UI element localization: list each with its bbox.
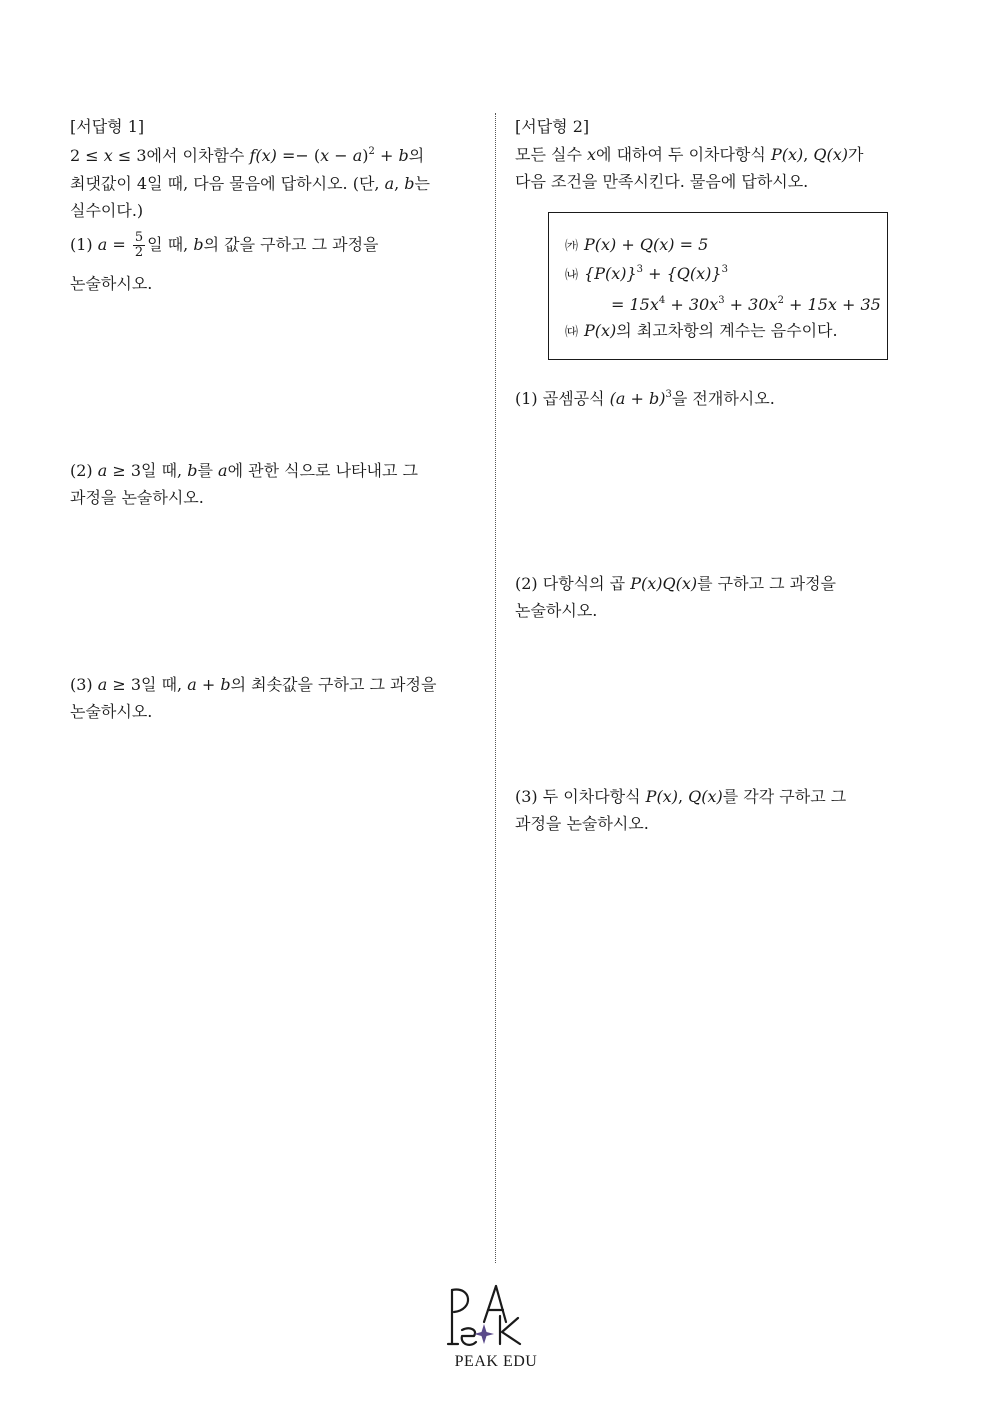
math-var-b: b	[404, 174, 415, 193]
math-var-a: a	[97, 675, 108, 694]
math-expression: + 30x	[724, 295, 778, 314]
math-var-x: x	[587, 145, 597, 164]
question-2-2	[515, 570, 836, 597]
text-span: ≥ 3일 때,	[107, 675, 188, 694]
math-var-a: a	[97, 461, 108, 480]
text-span: 최댓값이 4일 때, 다음 물음에 답하시오. (단,	[70, 174, 385, 193]
condition-na	[565, 260, 728, 289]
problem-1-intro-line-1	[70, 142, 424, 169]
problem-2-header: [서답형 2]	[515, 117, 590, 136]
text-span: 는	[414, 174, 431, 193]
text-span: ,	[803, 145, 814, 164]
math-var-b: b	[398, 146, 409, 165]
question-1-3-line-2: 논술하시오.	[70, 702, 153, 721]
text-span: 두 이차다항식	[542, 787, 646, 806]
text-span: ≥ 3일 때,	[107, 461, 188, 480]
question-1-1	[70, 231, 378, 260]
math-f-of-x: f(x)	[249, 146, 277, 165]
question-number: (1)	[70, 235, 98, 254]
math-var-a: a	[384, 174, 395, 193]
math-expression: (a + b)	[609, 389, 666, 408]
fraction-denominator: 2	[134, 245, 144, 260]
math-expression: + 15x + 35	[783, 295, 881, 314]
text-span: 에 대하여 두 이차다항식	[596, 145, 771, 164]
math-expression: + 30x	[665, 295, 719, 314]
exponent: 3	[636, 264, 644, 275]
math-expression: P(x) + Q(x) = 5	[584, 235, 709, 254]
problem-2-intro-line-1	[515, 141, 863, 168]
condition-ga	[565, 231, 708, 260]
condition-marker: ㈏	[565, 268, 579, 283]
problem-2-intro-line-2: 다음 조건을 만족시킨다. 물음에 답하시오.	[515, 172, 809, 191]
fraction-five-halves	[133, 231, 145, 260]
text-span: 곱셈공식	[542, 389, 610, 408]
question-1-2	[70, 457, 418, 484]
exponent: 3	[721, 264, 728, 275]
text-span: 의 최솟값을 구하고 그 과정을	[230, 675, 437, 694]
text-span: 의	[408, 146, 425, 165]
problem-1-header: [서답형 1]	[70, 117, 145, 136]
text-span: +	[374, 146, 399, 165]
math-q-of-x: Q(x)	[688, 787, 723, 806]
text-span: 다항식의 곱	[542, 574, 631, 593]
text-span: ≤ 3에서 이차함수	[112, 146, 250, 165]
text-span: 의 값을 구하고 그 과정을	[203, 235, 379, 254]
text-span: 2 ≤	[70, 146, 104, 165]
text-span: ,	[394, 174, 405, 193]
math-q-of-x: Q(x)	[813, 145, 849, 164]
math-p-of-x: P(x)	[645, 787, 678, 806]
condition-marker: ㈐	[565, 325, 579, 340]
math-var-b: b	[187, 461, 198, 480]
text-span: 를 구하고 그 과정을	[697, 574, 837, 593]
column-divider	[495, 113, 496, 1263]
condition-marker: ㈎	[565, 239, 579, 254]
exponent: 2	[368, 146, 375, 157]
math-expression: = 15x	[611, 295, 659, 314]
text-span: 모든 실수	[515, 145, 587, 164]
question-1-3	[70, 671, 436, 698]
text-span: 에 관한 식으로 나타내고 그	[227, 461, 418, 480]
problem-1-intro-line-3: 실수이다.)	[70, 201, 144, 220]
text-span: )	[362, 146, 369, 165]
question-2-2-line-2: 논술하시오.	[515, 601, 598, 620]
question-2-1	[515, 385, 775, 412]
question-number: (2)	[515, 574, 543, 593]
math-var-b: b	[193, 235, 204, 254]
conditions-box	[548, 212, 888, 360]
text-span: =	[107, 235, 131, 254]
text-span: 가	[848, 145, 864, 164]
math-expression: + {Q(x)}	[643, 264, 722, 283]
question-1-1-line-2: 논술하시오.	[70, 274, 153, 293]
text-span: 의 최고차항의 계수는 음수이다.	[616, 321, 838, 340]
math-a-plus-b: a + b	[187, 675, 231, 694]
question-number: (3)	[70, 675, 98, 694]
math-x-minus-a: x − a	[320, 146, 363, 165]
math-var-x: x	[103, 146, 113, 165]
question-2-3-line-2: 과정을 논술하시오.	[515, 814, 649, 833]
question-number: (1)	[515, 389, 543, 408]
question-2-3	[515, 783, 846, 810]
math-expression: P(x)	[584, 321, 617, 340]
condition-da	[565, 317, 838, 346]
text-span: =− (	[276, 146, 321, 165]
math-expression: P(x)Q(x)	[630, 574, 698, 593]
question-number: (2)	[70, 461, 98, 480]
question-1-2-line-2: 과정을 논술하시오.	[70, 488, 204, 507]
condition-na-line-2	[611, 291, 881, 318]
math-expression: {P(x)}	[584, 264, 637, 283]
text-span: 를 각각 구하고 그	[722, 787, 847, 806]
text-span: 를	[197, 461, 219, 480]
exponent: 2	[777, 295, 784, 306]
question-number: (3)	[515, 787, 543, 806]
logo-text: PEAK EDU	[454, 1353, 538, 1370]
exponent: 4	[658, 295, 666, 306]
problem-1-intro-line-2	[70, 170, 430, 197]
text-span: 일 때,	[147, 235, 194, 254]
fraction-numerator: 5	[134, 230, 144, 245]
text-span: ,	[677, 787, 689, 806]
exponent: 3	[665, 389, 672, 400]
math-var-a: a	[218, 461, 228, 480]
math-p-of-x: P(x)	[770, 145, 804, 164]
text-span: 을 전개하시오.	[671, 389, 775, 408]
math-var-a: a	[97, 235, 108, 254]
exponent: 3	[718, 295, 725, 306]
